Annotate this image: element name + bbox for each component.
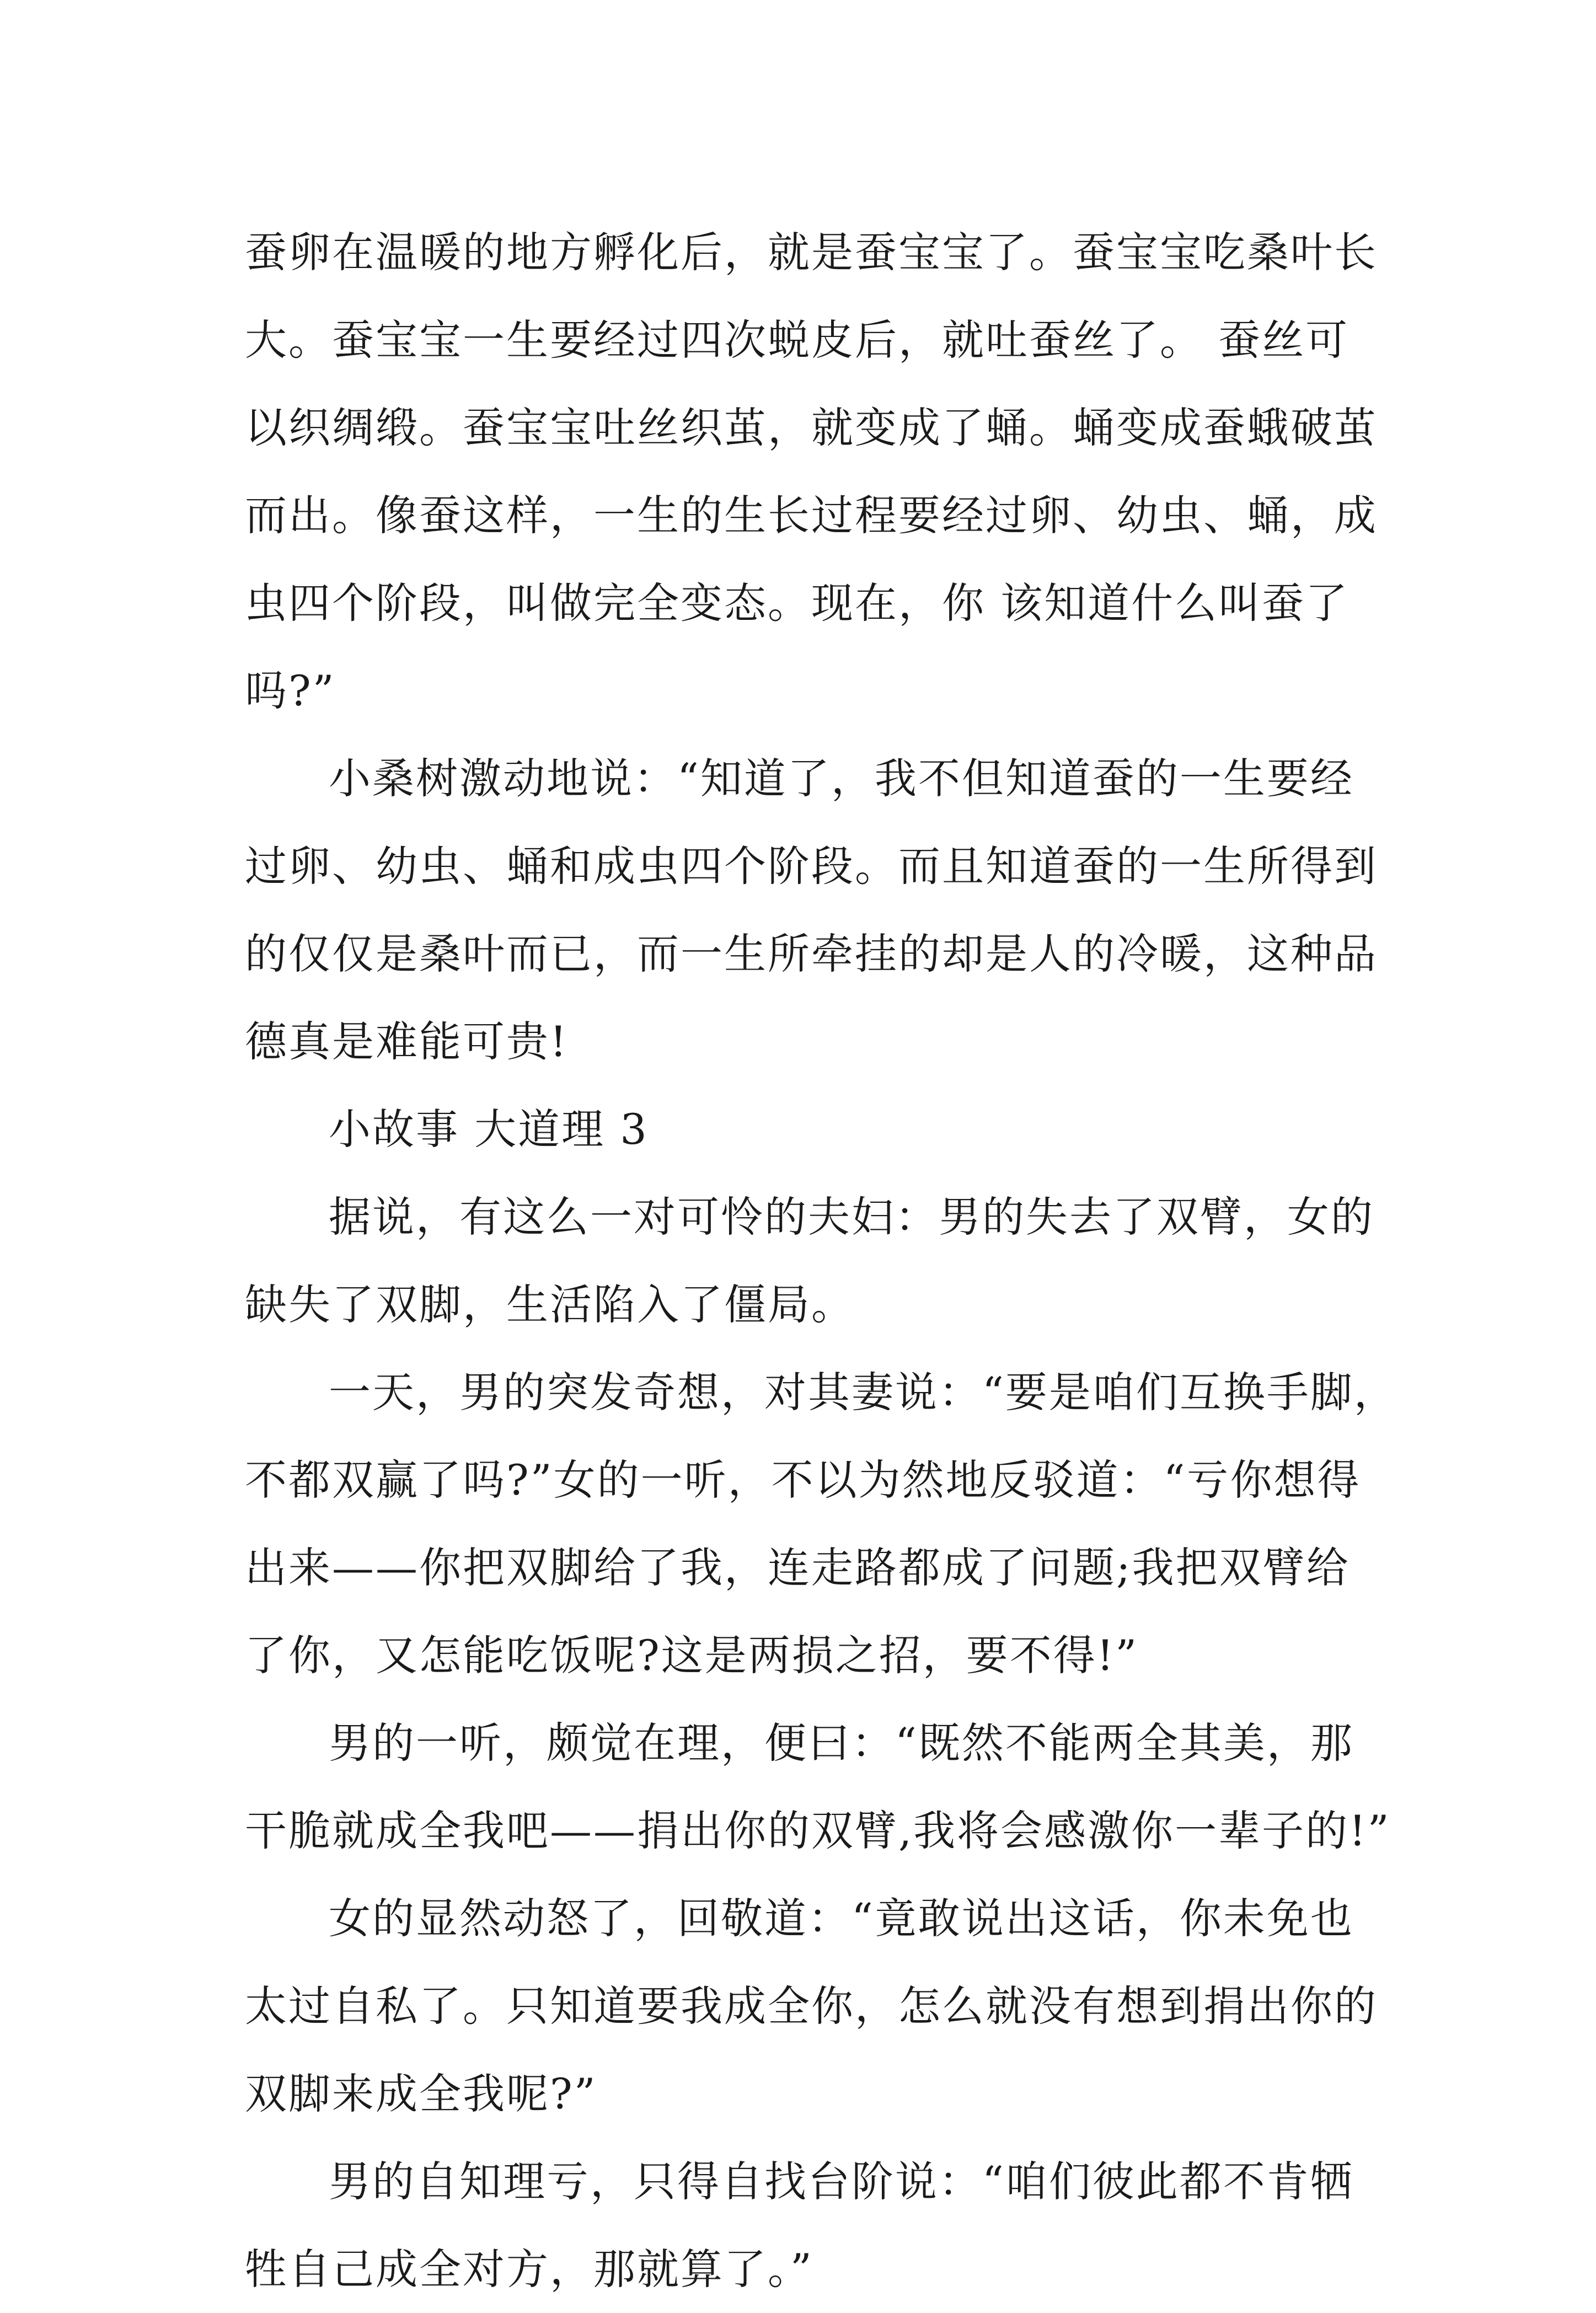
text-line: 了你，又怎能吃饭呢?这是两损之招，要不得!” — [245, 1631, 1139, 1680]
paragraph-first-line: 女的显然动怒了，回敬道：“竟敢说出这话，你未免也 — [329, 1894, 1354, 1943]
text-line: 蚕卵在温暖的地方孵化后，就是蚕宝宝了。蚕宝宝吃桑叶长 — [245, 228, 1378, 277]
text-line: 太过自私了。只知道要我成全你，怎么就没有想到捐出你的 — [245, 1982, 1378, 2031]
text-line: 德真是难能可贵! — [245, 1017, 569, 1066]
paragraph-first-line: 一天，男的突发奇想，对其妻说：“要是咱们互换手脚， — [329, 1368, 1397, 1417]
text-line: 出来——你把双脚给了我，连走路都成了问题;我把双臂给 — [245, 1543, 1350, 1592]
document-text-body — [245, 208, 1397, 2313]
text-line: 牲自己成全对方，那就算了。” — [245, 2245, 813, 2294]
paragraph-first-line: 据说，有这么一对可怜的夫妇：男的失去了双臂，女的 — [329, 1192, 1374, 1241]
text-line: 干脆就成全我吧——捐出你的双臂,我将会感激你一辈子的!” — [245, 1806, 1391, 1855]
text-line: 缺失了双脚，生活陷入了僵局。 — [245, 1280, 855, 1329]
paragraph-first-line: 男的自知理亏，只得自找台阶说：“咱们彼此都不肯牺 — [329, 2157, 1354, 2206]
text-line: 以织绸缎。蚕宝宝吐丝织茧，就变成了蛹。蛹变成蚕蛾破茧 — [245, 403, 1378, 452]
paragraph-first-line: 男的一听，颇觉在理，便曰：“既然不能两全其美，那 — [329, 1718, 1354, 1768]
text-line: 的仅仅是桑叶而已，而一生所牵挂的却是人的冷暖，这种品 — [245, 929, 1378, 978]
text-line: 吗?” — [245, 666, 336, 715]
paragraph-first-line: 小桑树激动地说：“知道了，我不但知道蚕的一生要经 — [329, 754, 1354, 803]
text-line: 虫四个阶段，叫做完全变态。现在，你 该知道什么叫蚕了 — [245, 579, 1349, 628]
text-line: 不都双赢了吗?”女的一听，不以为然地反驳道：“亏你想得 — [245, 1455, 1361, 1504]
text-line: 双脚来成全我呢?” — [245, 2069, 597, 2118]
text-line: 大。蚕宝宝一生要经过四次蜕皮后，就吐蚕丝了。 蚕丝可 — [245, 315, 1349, 365]
text-line: 而出。像蚕这样，一生的生长过程要经过卵、幼虫、蛹，成 — [245, 491, 1378, 540]
section-heading: 小故事 大道理 3 — [329, 1105, 649, 1154]
text-line: 过卵、幼虫、蛹和成虫四个阶段。而且知道蚕的一生所得到 — [245, 842, 1378, 891]
